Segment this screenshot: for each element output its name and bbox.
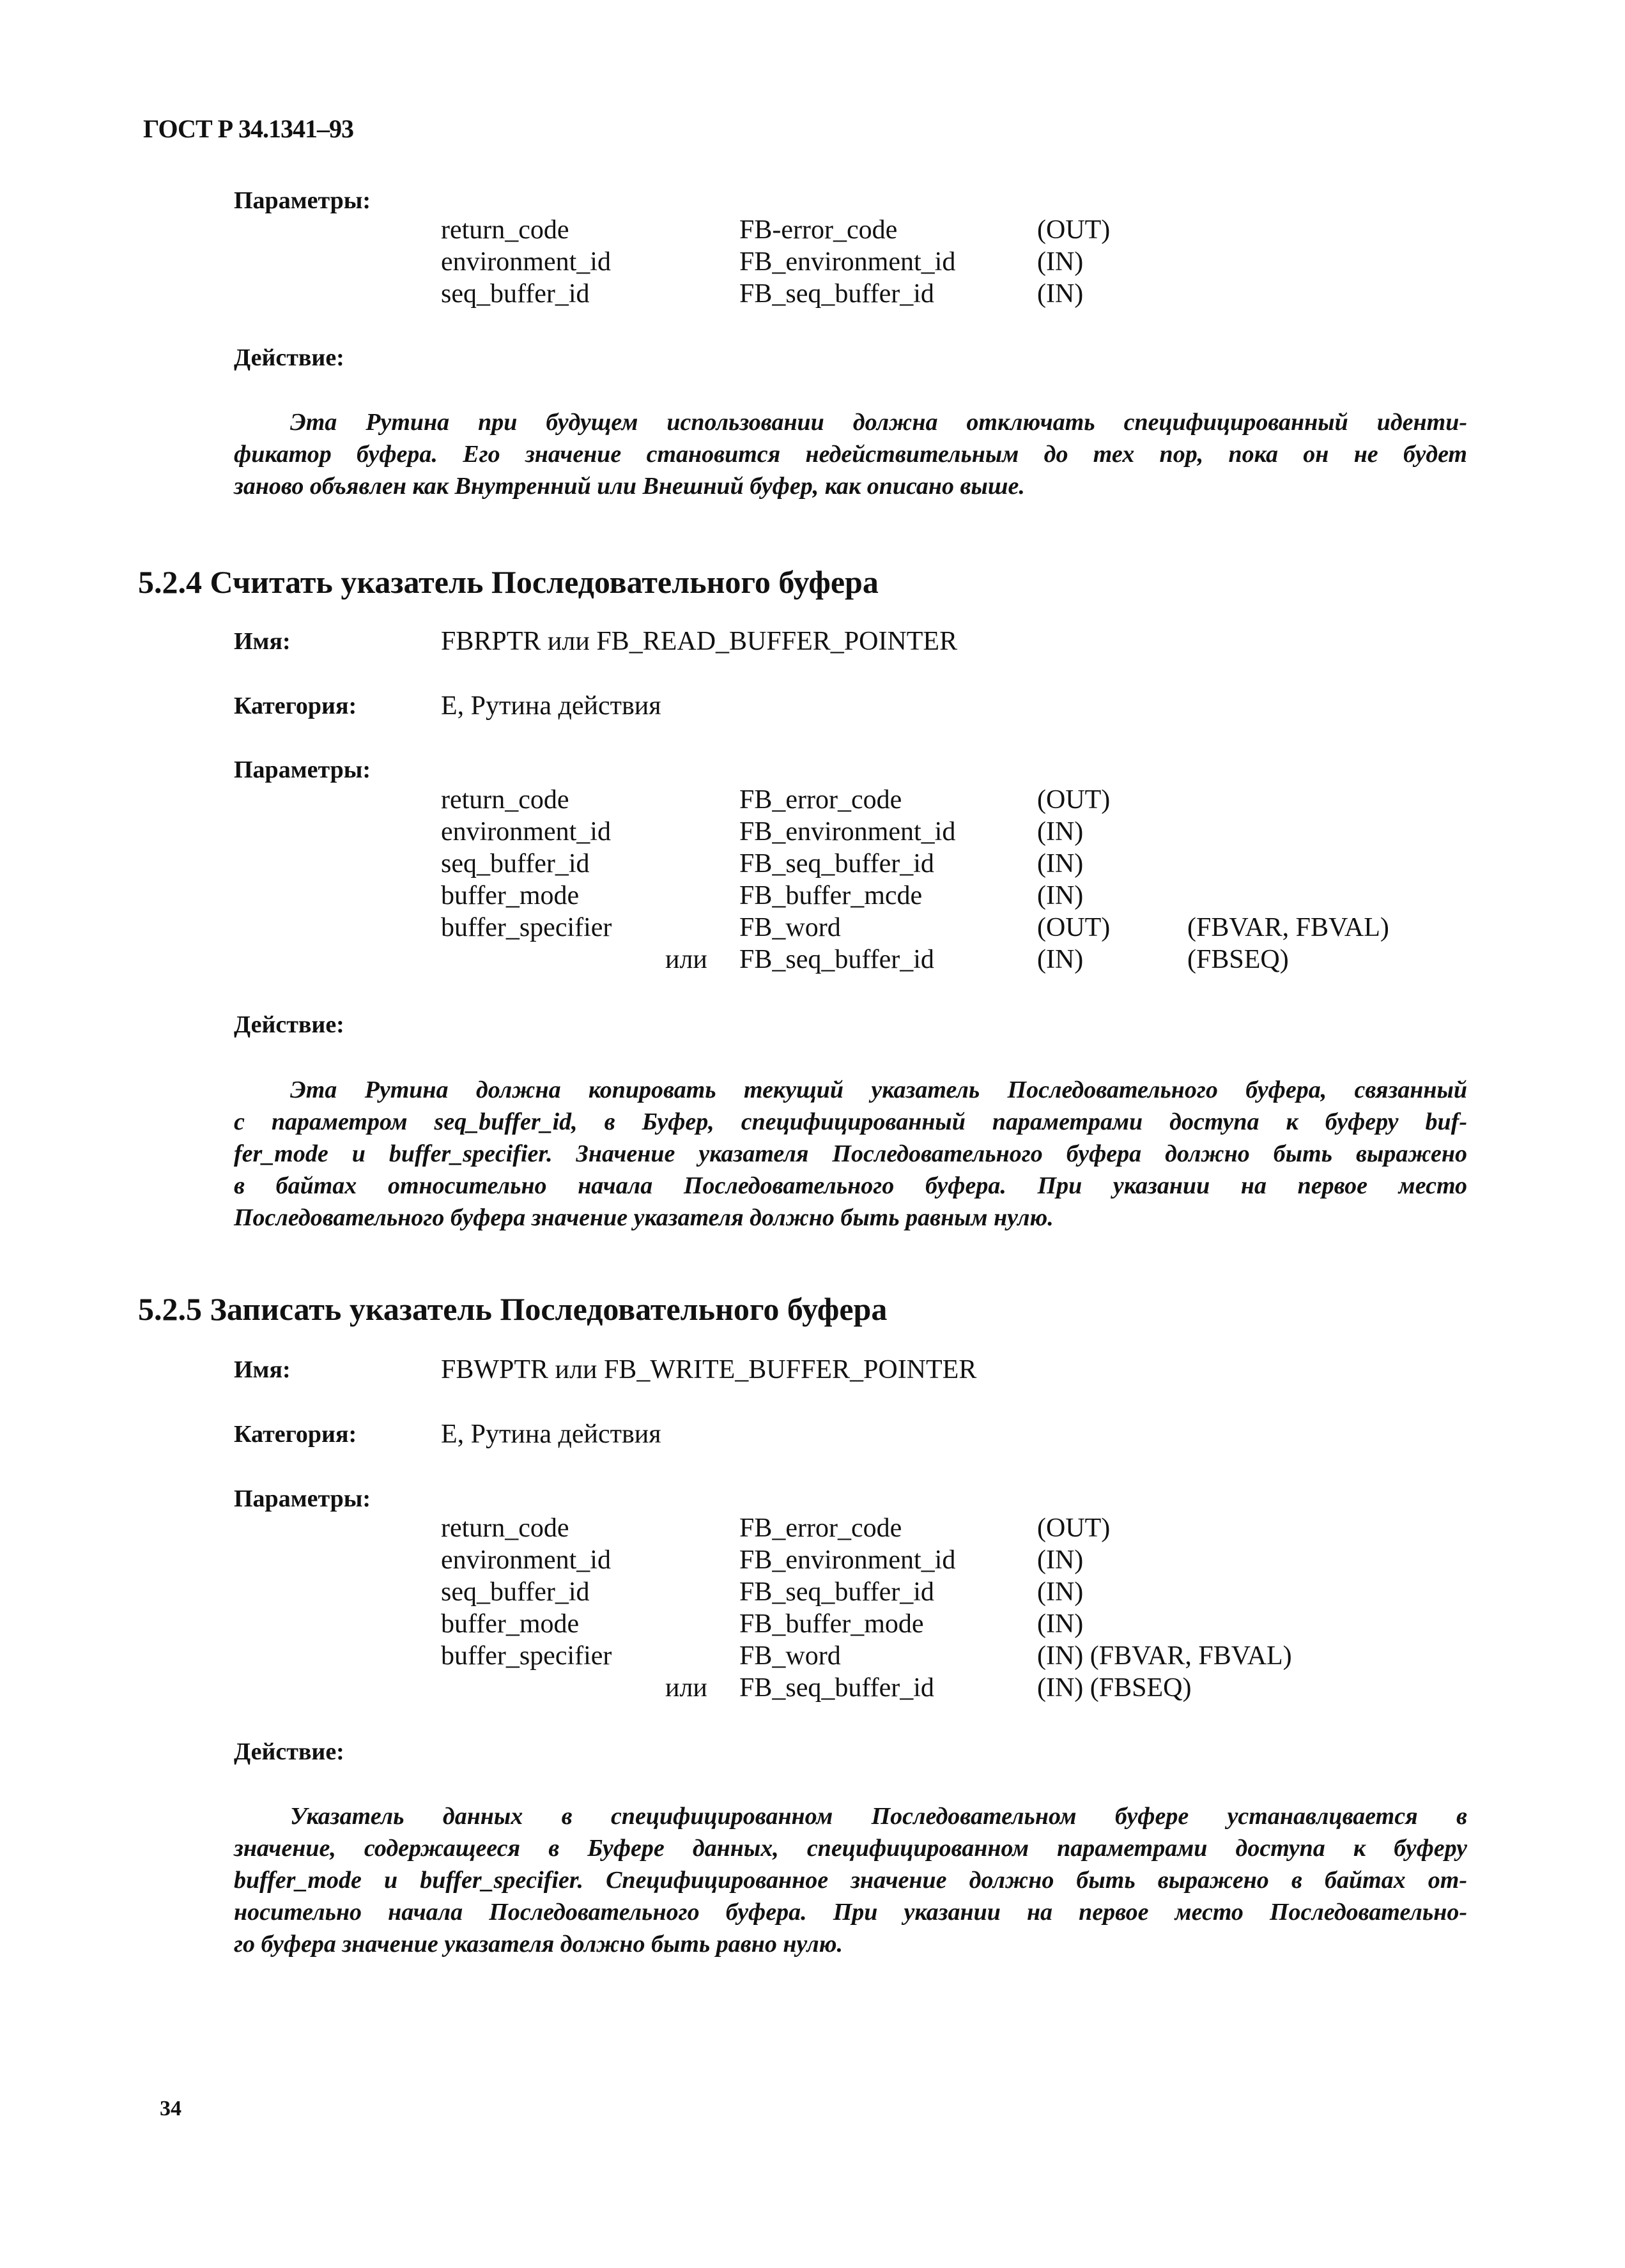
param-name: buffer_mode xyxy=(441,881,580,910)
param-direction: (OUT) xyxy=(1037,913,1111,942)
category-label: Категория: xyxy=(234,693,357,719)
paragraph-line: Эта Рутина должна копировать текущий указатель Последовательного буфера, связанный xyxy=(290,1077,1467,1103)
action-paragraph xyxy=(234,1800,1467,1960)
param-type: FB_environment_id xyxy=(739,1545,956,1575)
name-label: Имя: xyxy=(234,628,291,655)
param-type: FB-error_code xyxy=(739,215,898,245)
param-name: buffer_mode xyxy=(441,1609,580,1639)
param-direction: (IN) xyxy=(1037,881,1084,910)
param-type: FB_seq_buffer_id xyxy=(739,849,934,878)
param-name: seq_buffer_id xyxy=(441,849,590,878)
paragraph-line: Последовательного буфера значение указателя должно быть равным нулю. xyxy=(234,1204,1054,1231)
params-label: Параметры: xyxy=(234,756,371,783)
param-direction: (IN) xyxy=(1037,817,1084,847)
paragraph-line: фикатор буфера. Его значение становится недействительным до тех пор, пока он не будет xyxy=(234,441,1467,468)
params-label: Параметры: xyxy=(234,1485,371,1512)
action-label: Действие: xyxy=(234,1011,344,1038)
param-name: buffer_specifier xyxy=(441,1641,612,1671)
param-name: return_code xyxy=(441,215,569,245)
param-direction: (OUT) xyxy=(1037,785,1111,815)
param-name: return_code xyxy=(441,785,569,815)
param-direction: (IN) xyxy=(1037,247,1084,277)
param-type: FB_buffer_mode xyxy=(739,1609,924,1639)
name-value: FBWPTR или FB_WRITE_BUFFER_POINTER xyxy=(441,1355,977,1384)
page-number: 34 xyxy=(160,2097,181,2120)
action-label: Действие: xyxy=(234,1738,344,1765)
paragraph-line: Указатель данных в специфицированном Последовательном буфере устанавлцвается в xyxy=(290,1803,1467,1830)
param-name: environment_id xyxy=(441,817,611,847)
param-note: (FBVAR, FBVAL) xyxy=(1187,913,1389,942)
param-name: seq_buffer_id xyxy=(441,279,590,309)
param-type: FB_error_code xyxy=(739,785,902,815)
param-or: или xyxy=(665,1673,707,1703)
param-type: FB_error_code xyxy=(739,1513,902,1543)
param-direction: (IN) xyxy=(1037,279,1084,309)
param-direction: (IN) xyxy=(1037,945,1084,974)
paragraph-line: го буфера значение указателя должно быть равно нулю. xyxy=(234,1931,843,1958)
param-direction: (IN) (FBSEQ) xyxy=(1037,1673,1192,1703)
action-paragraph xyxy=(234,1074,1467,1234)
paragraph-line: в байтах относительно начала Последовательного буфера. При указании на первое место xyxy=(234,1172,1467,1199)
section-heading: 5.2.5 Записать указатель Последовательного буфера xyxy=(138,1291,888,1327)
paragraph-line: buffer_mode и buffer_specifier. Специфицированное значение должно быть выражено в байтах от- xyxy=(234,1867,1467,1894)
document-code: ГОСТ Р 34.1341–93 xyxy=(143,114,354,143)
paragraph-line: носительно начала Последовательного буфера. При указании на первое место Последовательно- xyxy=(234,1899,1467,1926)
paragraph-line: значение, содержащееся в Буфере данных, специфицированном параметрами доступа к буферу xyxy=(234,1835,1467,1862)
param-name: environment_id xyxy=(441,247,611,277)
param-type: FB_seq_buffer_id xyxy=(739,945,934,974)
category-value: E, Рутина действия xyxy=(441,1420,661,1449)
paragraph-line: заново объявлен как Внутренний или Внешний буфер, как описано выше. xyxy=(234,473,1025,500)
section-heading: 5.2.4 Считать указатель Последовательного буфера xyxy=(138,564,879,600)
param-type: FB_word xyxy=(739,1641,841,1671)
param-name: buffer_specifier xyxy=(441,913,612,942)
param-type: FB_environment_id xyxy=(739,817,956,847)
param-direction: (IN) xyxy=(1037,1545,1084,1575)
param-type: FB_seq_buffer_id xyxy=(739,1673,934,1703)
param-type: FB_environment_id xyxy=(739,247,956,277)
param-direction: (IN) xyxy=(1037,1577,1084,1607)
name-label: Имя: xyxy=(234,1356,291,1383)
param-direction: (IN) (FBVAR, FBVAL) xyxy=(1037,1641,1292,1671)
param-type: FB_word xyxy=(739,913,841,942)
action-paragraph xyxy=(234,406,1467,502)
param-note: (FBSEQ) xyxy=(1187,945,1289,974)
category-label: Категория: xyxy=(234,1421,357,1448)
param-type: FB_seq_buffer_id xyxy=(739,1577,934,1607)
param-type: FB_seq_buffer_id xyxy=(739,279,934,309)
param-direction: (IN) xyxy=(1037,1609,1084,1639)
params-label: Параметры: xyxy=(234,187,371,214)
param-direction: (OUT) xyxy=(1037,1513,1111,1543)
action-label: Действие: xyxy=(234,344,344,371)
param-direction: (IN) xyxy=(1037,849,1084,878)
param-name: environment_id xyxy=(441,1545,611,1575)
category-value: E, Рутина действия xyxy=(441,691,661,721)
param-name: return_code xyxy=(441,1513,569,1543)
paragraph-line: fer_mode и buffer_specifier. Значение указателя Последовательного буфера должно быть выражено xyxy=(234,1140,1467,1167)
param-or: или xyxy=(665,945,707,974)
param-name: seq_buffer_id xyxy=(441,1577,590,1607)
paragraph-line: с параметром seq_buffer_id, в Буфер, специфицированный параметрами доступа к буферу buf- xyxy=(234,1108,1467,1135)
param-type: FB_buffer_mcde xyxy=(739,881,923,910)
paragraph-line: Эта Рутина при будущем использовании должна отключать специфицированный иденти- xyxy=(290,409,1467,436)
param-direction: (OUT) xyxy=(1037,215,1111,245)
name-value: FBRPTR или FB_READ_BUFFER_POINTER xyxy=(441,627,958,656)
